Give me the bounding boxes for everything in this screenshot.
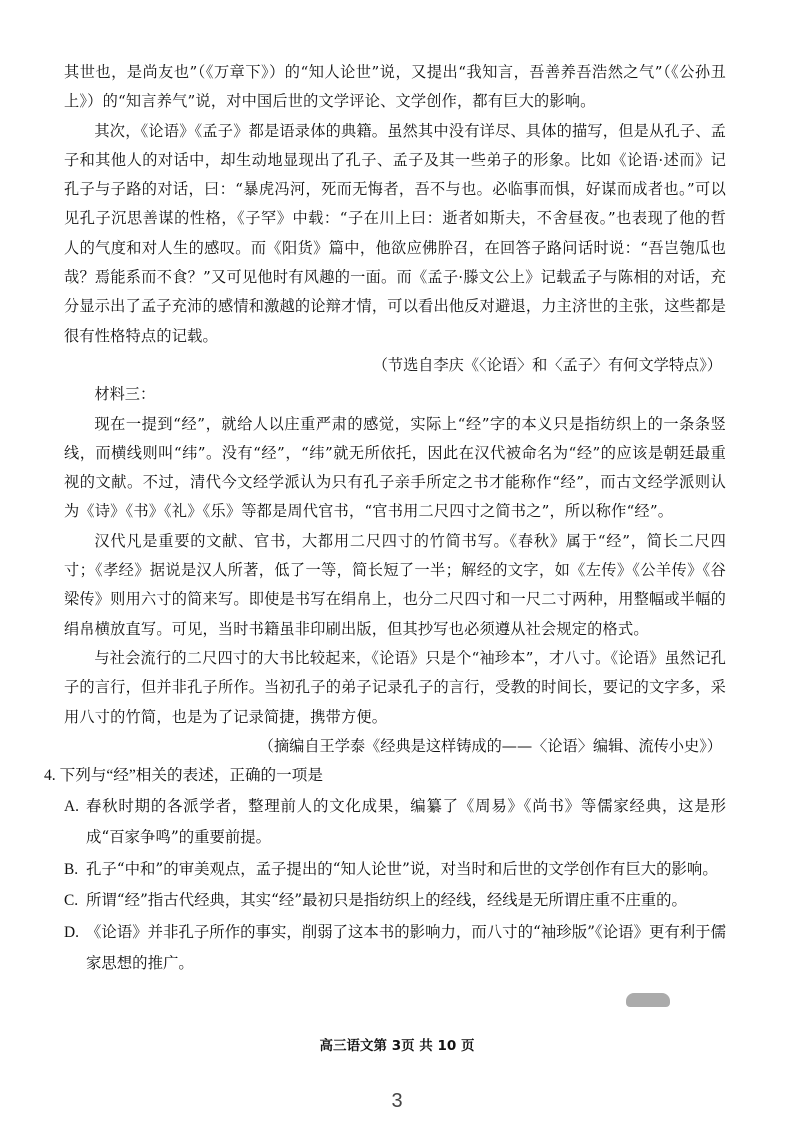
option-b-text: 孔子“中和”的审美观点，孟子提出的“知人论世”说，对当时和后世的文学创作有巨大的影响。 [86, 859, 718, 878]
material3-heading: 材料三： [94, 385, 156, 404]
material3-paragraph-2: 汉代凡是重要的文献、官书，大都用二尺四寸的竹简书写。《春秋》属于“经”，简长二尺四寸；《孝经》据说是汉人所著，低了一等，简长短了一半；解经的文字，如《左传》《公羊传》《谷梁传》则用六寸的简来写。即使是书写在绢帛上，也分二尺四寸和一尺二寸两种，用整幅或半幅的绢帛横放直写。可见，当时书籍虽非印刷出版，但其抄写也必须遵从社会规定的格式。 [64, 531, 726, 638]
question-4-stem: 4. 下列与“经”相关的表述，正确的一项是 [44, 767, 323, 785]
option-a[interactable] [64, 791, 726, 854]
page-footer: 高三语文第 3页 共 10 页 [319, 1038, 475, 1054]
option-d[interactable] [64, 917, 726, 980]
material3-paragraph-1: 现在一提到“经”，就给人以庄重严肃的感觉，实际上“经”字的本义只是指纺织上的一条条竖线，而横线则叫“纬”。没有“经”，“纬”就无所依托，因此在汉代被命名为“经”的应该是朝廷最重视的文献。不过，清代今文经学派认为只有孔子亲手所定之书才能称作“经”，而古文经学派则认为《诗》《书》《礼》《乐》等都是周代官书，“官书用二尺四寸之简书之”，所以称作“经”。 [64, 414, 726, 521]
option-d-label: D. [64, 923, 79, 941]
material2-paragraph-1: 其世也，是尚友也”（《万章下》）的“知人论世”说，又提出“我知言，吾善养吾浩然之气”（《公孙丑上》）的“知言养气”说，对中国后世的文学评论、文学创作，都有巨大的影响。 [64, 63, 726, 111]
page-number: 3 [391, 1090, 403, 1112]
option-c-text: 所谓“经”指古代经典，其实“经”最初只是指纺织上的经线，经线是无所谓庄重不庄重的。 [86, 891, 687, 910]
option-b[interactable] [64, 854, 726, 886]
material3-paragraph-3: 与社会流行的二尺四寸的大书比较起来，《论语》只是个“袖珍本”，才八寸。《论语》虽然记孔子的言行，但并非孔子所作。当初孔子的弟子记录孔子的言行，受教的时间长，要记的文字多，采用八寸的竹简，也是为了记录简捷，携带方便。 [64, 648, 727, 726]
option-d-text: 《论语》并非孔子所作的事实，削弱了这本书的影响力，而八寸的“袖珍版”《论语》更有利于儒家思想的推广。 [86, 922, 726, 973]
option-c[interactable] [64, 885, 726, 917]
page-content [44, 58, 727, 980]
option-a-label: A. [64, 797, 79, 815]
scan-smudge-mark [626, 993, 670, 1007]
option-b-label: B. [64, 860, 79, 878]
option-a-text: 春秋时期的各派学者，整理前人的文化成果，编纂了《周易》《尚书》等儒家经典，这是形成“百家争鸣”的重要前提。 [86, 796, 726, 847]
option-c-label: C. [64, 892, 79, 910]
material2-source: （节选自李庆《〈论语〉和〈孟子〉有何文学特点》） [372, 355, 722, 374]
material3-source: （摘编自王学泰《经典是这样铸成的——〈论语〉编辑、流传小史》） [258, 736, 722, 755]
material2-paragraph-2: 其次，《论语》《孟子》都是语录体的典籍。虽然其中没有详尽、具体的描写，但是从孔子、孟子和其他人的对话中，却生动地显现出了孔子、孟子及其一些弟子的形象。比如《论语·述而》记孔子与子路的对话，曰：“暴虎冯河，死而无悔者，吾不与也。必临事而惧，好谋而成者也。”可以见孔子沉思善谋的性格，《子罕》中载：“子在川上曰：逝者如斯夫，不舍昼夜。”也表现了他的哲人的气度和对人生的感叹。而《阳货》篇中，他欲应佛肸召，在回答子路问话时说：“吾岂匏瓜也哉？焉能系而不食？”又可见他时有风趣的一面。而《孟子·滕文公上》记载孟子与陈相的对话，充分显示出了孟子充沛的感情和激越的论辩才情，可以看出他反对避退，力主济世的主张，这些都是很有性格特点的记载。 [64, 121, 726, 345]
